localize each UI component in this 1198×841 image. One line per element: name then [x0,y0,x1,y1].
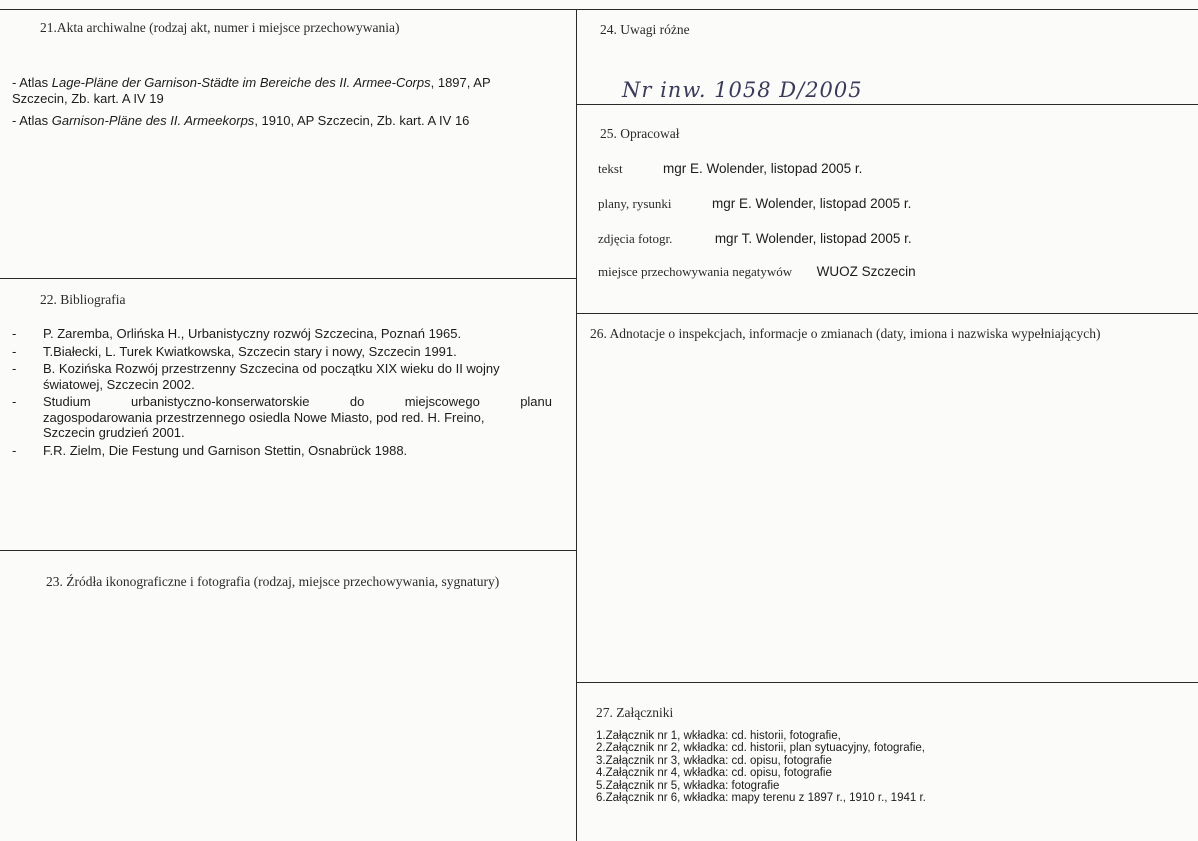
attachment-item: 5.Załącznik nr 5, wkładka: fotografie [596,779,780,792]
bibliography-text: P. Zaremba, Orlińska H., Urbanistyczny rozwój Szczecina, Poznań 1965. [43,326,462,341]
author-text-row [598,160,862,178]
attachment-item: 3.Załącznik nr 3, wkładka: cd. opisu, fotografie [596,754,832,767]
author-text-label: tekst [598,161,623,176]
bibliography-item [12,326,552,342]
bibliography-text: T.Białecki, L. Turek Kwiatkowska, Szczecin stary i nowy, Szczecin 1991. [43,343,457,359]
archive-item-2-prefix: - Atlas [12,113,52,128]
archive-item-2-suffix: , 1910, AP Szczecin, Zb. kart. A IV 16 [254,113,470,128]
section-22-heading: 22. Bibliografia [40,292,126,307]
archive-item-1 [12,75,562,107]
negatives-storage-value: WUOZ Szczecin [816,264,916,279]
bibliography-item [12,443,552,459]
bibliography-text: B. Kozińska Rozwój przestrzenny Szczecina od początku XIX wieku do II wojny [43,361,500,376]
author-photos-value: mgr T. Wolender, listopad 2005 r. [714,231,912,246]
bibliography-item [12,361,552,392]
archive-item-1-prefix: - Atlas [12,75,52,90]
bibliography-text-cont: światowej, Szczecin 2002. [43,376,195,392]
list-dash: - [12,361,17,376]
section-21-heading: 21.Akta archiwalne (rodzaj akt, numer i miejsce przechowywania) [40,20,400,35]
section-27-heading: 27. Załączniki [596,705,674,720]
attachment-item: 6.Załącznik nr 6, wkładka: mapy terenu z 1897 r., 1910 r., 1941 r. [596,792,926,805]
author-text-value: mgr E. Wolender, listopad 2005 r. [663,161,863,176]
author-photos-row [598,230,912,248]
archive-item-2-title: Garnison-Pläne des II. Armeekorps [51,113,255,128]
archive-item-1-suffix: , 1897, AP [430,75,491,90]
section-23-heading: 23. Źródła ikonograficzne i fotografia (rodzaj, miejsce przechowywania, sygnatury) [46,574,500,589]
attachment-item: 2.Załącznik nr 2, wkładka: cd. historii, plan sytuacyjny, fotografie, [596,742,925,755]
top-border [0,9,1198,10]
author-plans-value: mgr E. Wolender, listopad 2005 r. [712,196,912,211]
bibliography-item [12,344,552,360]
author-plans-label: plany, rysunki [598,196,672,211]
divider-24-25 [576,104,1198,105]
archive-item-2 [12,113,562,129]
author-photos-label: zdjęcia fotogr. [598,231,673,246]
attachment-item: 1.Załącznik nr 1, wkładka: cd. historii, fotografie, [596,730,841,742]
negatives-storage-row [598,263,916,281]
author-plans-row [598,195,911,213]
bibliography-text-cont: Szczecin grudzień 2001. [43,425,185,440]
inventory-number-handwritten: Nr inw. 1058 D/2005 [622,78,863,102]
divider-25-26 [576,313,1198,314]
bibliography-text: Studium urbanistyczno-konserwatorskie do miejscowego planu [43,394,552,409]
section-25-heading: 25. Opracował [600,126,680,141]
bibliography-text-cont: zagospodarowania przestrzennego osiedla Nowe Miasto, pod red. H. Freino, [43,409,485,425]
negatives-storage-label: miejsce przechowywania negatywów [598,264,793,279]
center-divider [576,9,577,841]
list-dash: - [12,326,17,341]
list-dash: - [12,343,17,359]
archive-item-1-line2: Szczecin, Zb. kart. A IV 19 [12,91,164,106]
attachments-list [596,730,926,804]
section-26-heading: 26. Adnotacje o inspekcjach, informacje o zmianach (daty, imiona i nazwiska wypełniających) [590,326,1101,341]
bibliography-item [12,394,552,441]
section-24-heading: 24. Uwagi różne [600,22,690,37]
divider-26-27 [576,682,1198,683]
attachment-item: 4.Załącznik nr 4, wkładka: cd. opisu, fotografie [596,767,832,780]
bibliography-text: F.R. Zielm, Die Festung und Garnison Stettin, Osnabrück 1988. [43,442,408,458]
list-dash: - [12,442,17,458]
divider-22-23 [0,550,577,551]
divider-21-22 [0,278,577,279]
bibliography-list [12,326,552,460]
archive-item-1-title: Lage-Pläne der Garnison-Städte im Bereiche des II. Armee-Corps [51,75,431,90]
list-dash: - [12,394,17,409]
